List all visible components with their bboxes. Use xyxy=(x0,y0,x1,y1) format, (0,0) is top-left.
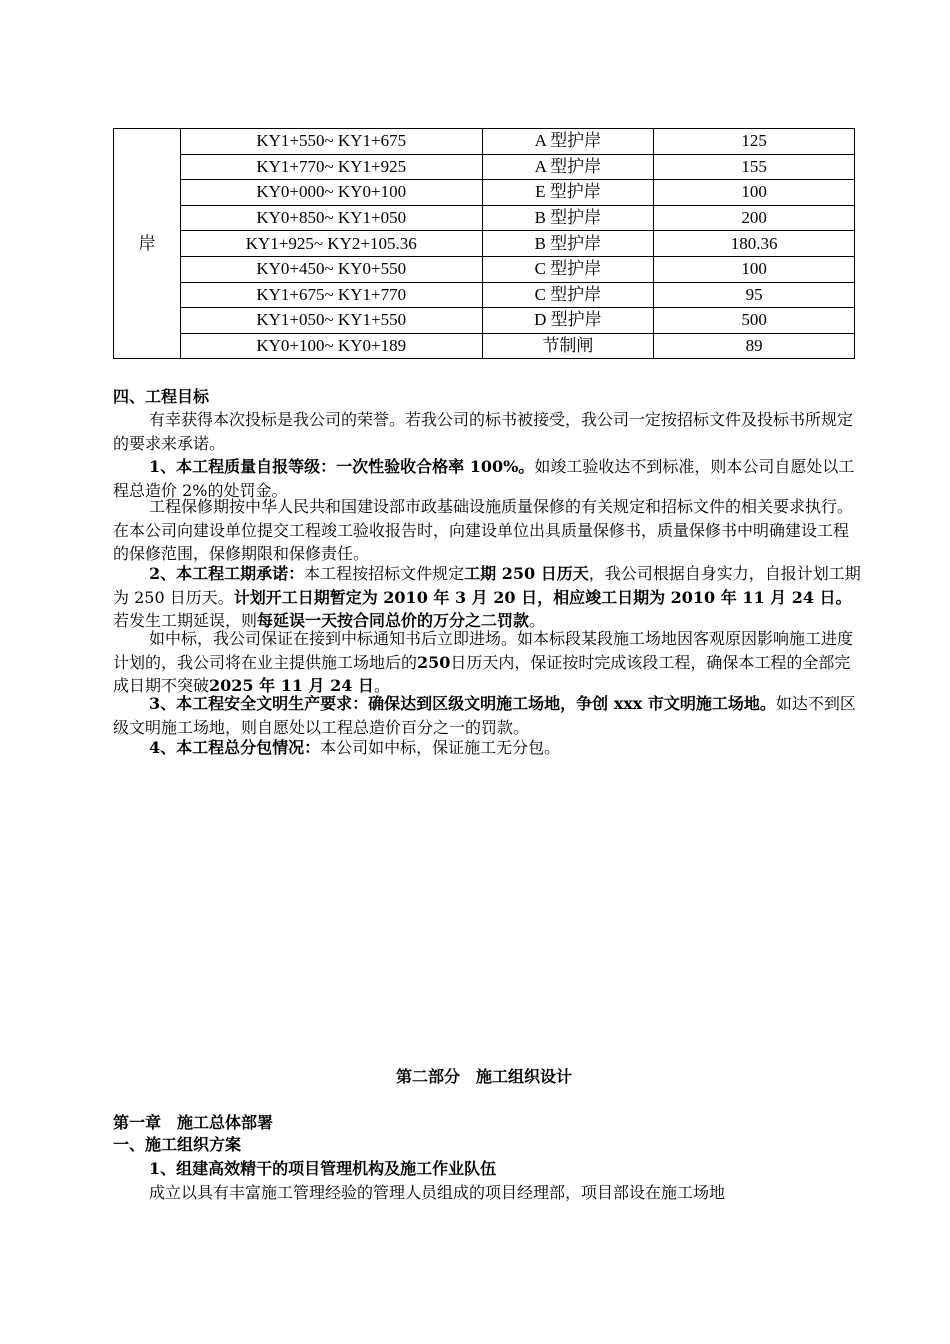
table-row xyxy=(114,180,855,206)
type-cell: E 型护岸 xyxy=(482,180,654,206)
length-cell: 180.36 xyxy=(654,231,855,257)
table-row xyxy=(114,308,855,334)
table-row xyxy=(114,256,855,282)
length-cell: 155 xyxy=(654,154,855,180)
range-cell: KY1+050~ KY1+550 xyxy=(180,308,482,334)
part-title: 第二部分 施工组织设计 xyxy=(395,1067,572,1086)
length-cell: 100 xyxy=(654,256,855,282)
site-paragraph: 如中标，我公司保证在接到中标通知书后立即进场。如本标段某段施工场地因客观原因影响施工进度计划的，我公司将在业主提供施工场地后的250日历天内，保证按时完成该段工程，确保本工程的全部完成日期不突破2025 年 11 月 24 日。 xyxy=(113,629,854,695)
type-cell: B 型护岸 xyxy=(482,205,654,231)
table-row xyxy=(114,205,855,231)
length-cell: 200 xyxy=(654,205,855,231)
range-cell: KY1+675~ KY1+770 xyxy=(180,282,482,308)
table-row xyxy=(114,333,855,359)
length-cell: 95 xyxy=(654,282,855,308)
revetment-table xyxy=(113,128,855,359)
type-cell: C 型护岸 xyxy=(482,282,654,308)
schedule-paragraph: 2、本工程工期承诺：本工程按招标文件规定工期 250 日历天，我公司根据自身实力，自报计划工期为 250 日历天。计划开工日期暂定为 2010 年 3 月 20 日，相应竣工日期为 2010 年 11 月 24 日。若发生工期延误，则每延误一天按合同总价的万分之二罚款。 xyxy=(113,564,861,630)
range-cell: KY0+850~ KY1+050 xyxy=(180,205,482,231)
length-cell: 89 xyxy=(654,333,855,359)
table-row xyxy=(114,154,855,180)
subcontract-paragraph: 4、本工程总分包情况：本公司如中标，保证施工无分包。 xyxy=(149,738,561,757)
table-row xyxy=(114,282,855,308)
range-cell: KY0+450~ KY0+550 xyxy=(180,256,482,282)
type-cell: C 型护岸 xyxy=(482,256,654,282)
length-cell: 125 xyxy=(654,129,855,155)
chapter-heading: 第一章 施工总体部署 xyxy=(113,1113,274,1132)
warranty-paragraph: 工程保修期按中华人民共和国建设部市政基础设施质量保修的有关规定和招标文件的相关要求执行。在本公司向建设单位提交工程竣工验收报告时，向建设单位出具质量保修书，质量保修书中明确建设工程的保修范围，保修期限和保修责任。 xyxy=(113,497,854,563)
range-cell: KY0+100~ KY0+189 xyxy=(180,333,482,359)
table-row xyxy=(114,129,855,155)
range-cell: KY1+770~ KY1+925 xyxy=(180,154,482,180)
item-heading: 1、组建高效精干的项目管理机构及施工作业队伍 xyxy=(149,1159,497,1178)
intro-paragraph: 有幸获得本次投标是我公司的荣誉。若我公司的标书被接受，我公司一定按招标文件及投标书所规定的要求来承诺。 xyxy=(113,410,854,453)
table-row xyxy=(114,231,855,257)
body-paragraph: 成立以具有丰富施工管理经验的管理人员组成的项目经理部，项目部设在施工场地 xyxy=(149,1183,726,1202)
range-cell: KY0+000~ KY0+100 xyxy=(180,180,482,206)
type-cell: A 型护岸 xyxy=(482,154,654,180)
section-heading: 四、工程目标 xyxy=(113,387,210,406)
range-cell: KY1+925~ KY2+105.36 xyxy=(180,231,482,257)
range-cell: KY1+550~ KY1+675 xyxy=(180,129,482,155)
group-label-cell: 岸 xyxy=(114,129,181,359)
type-cell: 节制闸 xyxy=(482,333,654,359)
quality-paragraph: 1、本工程质量自报等级：一次性验收合格率 100%。如竣工验收达不到标准，则本公司自愿处以工程总造价 2%的处罚金。 xyxy=(113,457,855,500)
type-cell: A 型护岸 xyxy=(482,129,654,155)
length-cell: 100 xyxy=(654,180,855,206)
type-cell: D 型护岸 xyxy=(482,308,654,334)
type-cell: B 型护岸 xyxy=(482,231,654,257)
safety-paragraph: 3、本工程安全文明生产要求：确保达到区级文明施工场地，争创 xxx 市文明施工场地。如达不到区级文明施工场地，则自愿处以工程总造价百分之一的罚款。 xyxy=(113,694,856,737)
sub-heading: 一、施工组织方案 xyxy=(113,1135,242,1154)
length-cell: 500 xyxy=(654,308,855,334)
